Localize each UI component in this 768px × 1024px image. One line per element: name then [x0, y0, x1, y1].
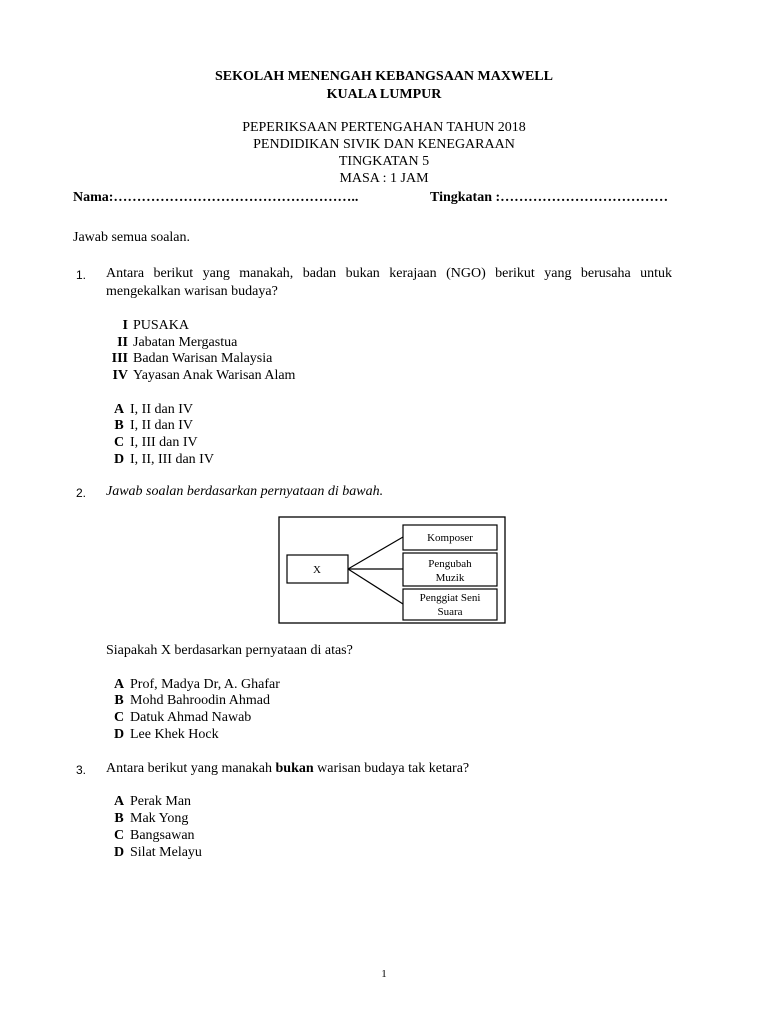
option-letter: B	[114, 811, 124, 826]
option-text: Perak Man	[130, 794, 192, 809]
school-city: KUALA LUMPUR	[326, 87, 442, 102]
diagram-target-label: Pengubah	[428, 558, 472, 570]
diagram-target-label: Komposer	[427, 532, 473, 544]
statement-text: PUSAKA	[133, 318, 190, 333]
option-letter: D	[113, 727, 125, 742]
option-letter: B	[114, 418, 124, 433]
question-2-text: Jawab soalan berdasarkan pernyataan di bawah.	[106, 484, 384, 499]
statement-roman: IV	[112, 368, 128, 383]
statement-roman: III	[111, 351, 128, 366]
option-text: Lee Khek Hock	[130, 727, 219, 742]
question-1-number: 1.	[76, 268, 87, 282]
statement-roman: II	[117, 335, 128, 350]
option-text: Bangsawan	[130, 828, 195, 843]
class-field-label: Tingkatan :………………………………	[430, 190, 669, 205]
page-number: 1	[381, 968, 387, 980]
instruction: Jawab semua soalan.	[73, 230, 191, 245]
option-letter: A	[113, 677, 125, 692]
name-field-label: Nama:……………………………………………..	[73, 190, 359, 205]
question-1-text-line1: Antara berikut yang manakah, badan bukan kerajaan (NGO) berikut yang berusaha untuk	[106, 266, 672, 281]
exam-title: PEPERIKSAAN PERTENGAHAN TAHUN 2018	[242, 120, 526, 135]
question-3-text-emphasis: bukan	[275, 761, 314, 776]
question-1-text-line2: mengekalkan warisan budaya?	[106, 284, 278, 299]
option-letter: D	[113, 845, 125, 860]
diagram-connector	[348, 537, 403, 569]
question-3-text-before: Antara berikut yang manakah	[106, 761, 276, 776]
form-level: TINGKATAN 5	[338, 154, 430, 169]
option-text: Mohd Bahroodin Ahmad	[130, 693, 270, 708]
question-2-prompt: Siapakah X berdasarkan pernyataan di atas?	[106, 643, 353, 658]
option-text: Silat Melayu	[130, 845, 202, 860]
option-letter: A	[113, 794, 125, 809]
statement-text: Badan Warisan Malaysia	[133, 351, 273, 366]
statement-text: Jabatan Mergastua	[133, 335, 238, 350]
option-letter: A	[113, 402, 125, 417]
diagram-source-label: X	[313, 564, 321, 576]
statement-text: Yayasan Anak Warisan Alam	[133, 368, 296, 383]
option-text: Datuk Ahmad Nawab	[130, 710, 252, 725]
diagram-target-label: Penggiat Seni	[419, 592, 481, 604]
option-letter: C	[113, 828, 125, 843]
option-letter: D	[113, 452, 125, 467]
option-letter: C	[113, 710, 125, 725]
diagram-connector	[348, 569, 403, 604]
question-3-text	[106, 760, 672, 777]
subject-title: PENDIDIKAN SIVIK DAN KENEGARAAN	[253, 137, 515, 152]
option-text: I, II, III dan IV	[130, 452, 214, 467]
statement-roman: I	[122, 318, 128, 333]
option-text: I, III dan IV	[130, 435, 198, 450]
diagram-target-label: Suara	[437, 606, 463, 618]
option-text: I, II dan IV	[130, 402, 193, 417]
diagram-target-label: Muzik	[435, 572, 465, 584]
question-3-text-after: warisan budaya tak ketara?	[313, 761, 470, 776]
option-text: Prof, Madya Dr, A. Ghafar	[130, 677, 280, 692]
option-letter: C	[113, 435, 125, 450]
question-2-number: 2.	[76, 486, 87, 500]
option-text: I, II dan IV	[130, 418, 193, 433]
question-3-number: 3.	[76, 763, 87, 777]
option-text: Mak Yong	[130, 811, 189, 826]
option-letter: B	[114, 693, 124, 708]
school-name: SEKOLAH MENENGAH KEBANGSAAN MAXWELL	[215, 69, 553, 84]
exam-duration: MASA : 1 JAM	[339, 171, 429, 186]
